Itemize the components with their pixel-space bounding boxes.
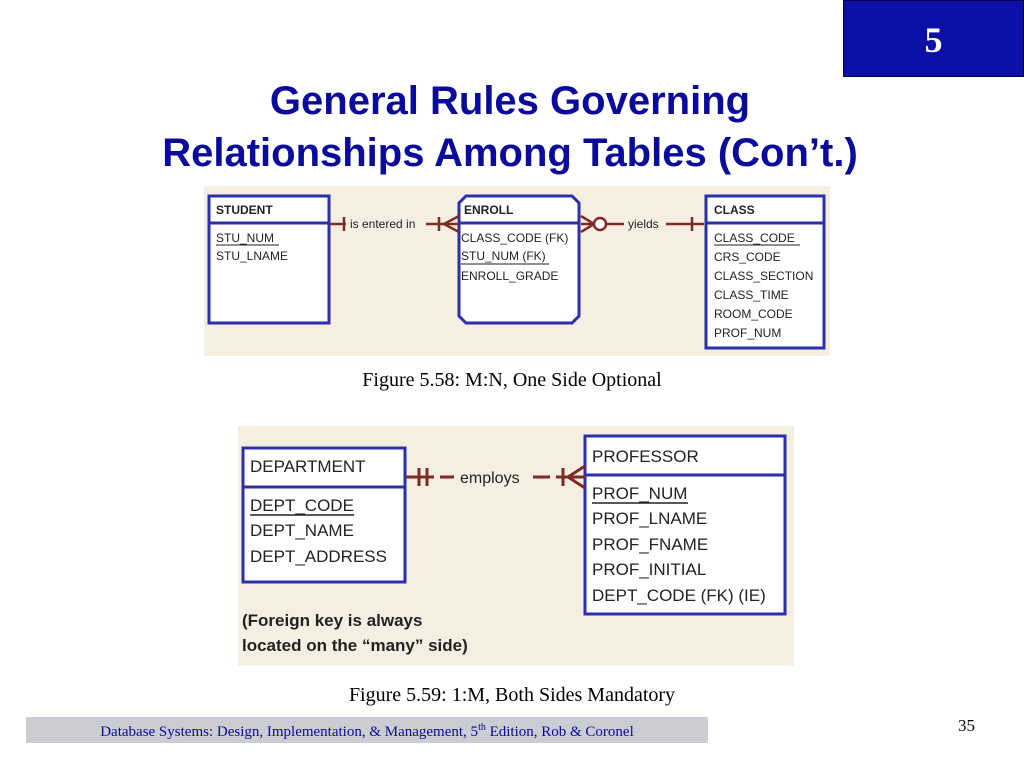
attribute: ENROLL_GRADE — [461, 269, 559, 283]
entity-enroll — [459, 196, 579, 323]
footer-text-main: Database Systems: Design, Implementation, & Management, 5 — [100, 724, 479, 740]
figure-5-59-diagram — [238, 426, 794, 666]
note-line-1: (Foreign key is always — [242, 611, 423, 630]
attribute: PROF_NUM — [592, 484, 688, 503]
attribute: ROOM_CODE — [714, 307, 793, 321]
note-line-2: located on the “many” side) — [242, 636, 468, 655]
slide-title-line-2: Relationships Among Tables (Con’t.) — [162, 131, 858, 175]
attribute: DEPT_CODE (FK) (IE) — [592, 586, 766, 605]
footer-superscript: th — [478, 722, 486, 733]
entity-department — [243, 448, 405, 582]
page-number: 35 — [958, 716, 975, 735]
entity-name: PROFESSOR — [592, 447, 699, 466]
figure-5-58-caption: Figure 5.58: M:N, One Side Optional — [362, 369, 662, 391]
attribute: CLASS_CODE (FK) — [461, 231, 569, 245]
figure-5-59-caption: Figure 5.59: 1:M, Both Sides Mandatory — [348, 684, 676, 706]
slide-title-line-1: General Rules Governing — [269, 79, 751, 123]
attribute: CLASS_TIME — [714, 288, 789, 302]
entity-name: CLASS — [714, 203, 755, 217]
attribute: STU_LNAME — [216, 249, 289, 263]
attribute: PROF_NUM — [714, 326, 782, 340]
attribute: DEPT_ADDRESS — [250, 547, 387, 566]
entity-class — [706, 196, 824, 348]
entity-professor — [585, 436, 785, 614]
relationship-label: employs — [460, 470, 520, 487]
chapter-badge — [843, 0, 1024, 77]
attribute: PROF_FNAME — [592, 535, 709, 554]
entity-name: ENROLL — [464, 203, 514, 217]
attribute: DEPT_CODE — [250, 496, 354, 515]
attribute: CLASS_CODE — [714, 231, 795, 245]
attribute: DEPT_NAME — [250, 521, 354, 540]
attribute: PROF_INITIAL — [592, 560, 707, 579]
attribute: CLASS_SECTION — [714, 269, 814, 283]
entity-name: STUDENT — [216, 203, 273, 217]
entity-name: DEPARTMENT — [250, 457, 366, 476]
relationship-label: is entered in — [350, 217, 416, 231]
figure-5-58-diagram — [204, 186, 830, 356]
attribute: CRS_CODE — [714, 250, 781, 264]
attribute: STU_NUM — [216, 231, 275, 245]
footer-text-end: Edition, Rob & Coronel — [485, 724, 634, 740]
attribute: STU_NUM (FK) — [461, 249, 546, 263]
footer-citation — [26, 722, 708, 741]
entity-student — [209, 196, 329, 323]
footer-bar — [26, 717, 708, 743]
chapter-number: 5 — [924, 20, 943, 60]
attribute: PROF_LNAME — [592, 509, 708, 528]
relationship-label: yields — [628, 217, 659, 231]
